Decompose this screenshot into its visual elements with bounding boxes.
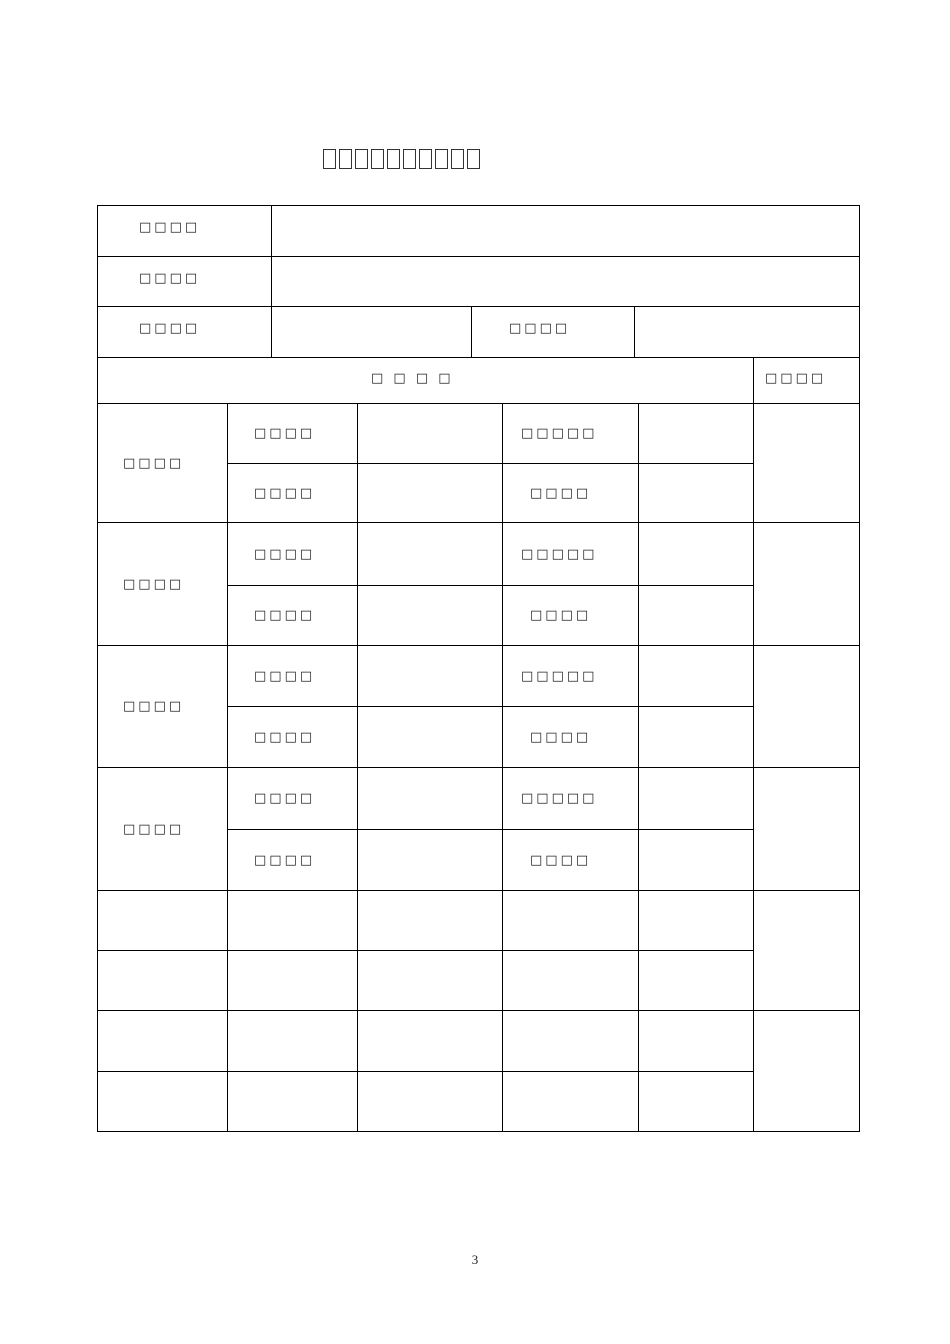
row-label-a: □□□□ <box>254 730 316 745</box>
form-border-right <box>859 205 860 1131</box>
empty-cell[interactable] <box>503 1072 638 1131</box>
row-value-a[interactable] <box>358 523 502 585</box>
empty-cell[interactable] <box>503 891 638 950</box>
title-glyph <box>355 149 368 169</box>
empty-cell[interactable] <box>358 891 502 950</box>
row-value-b[interactable] <box>639 464 753 522</box>
row-value-a[interactable] <box>358 707 502 767</box>
row-label-b: □□□□□ <box>521 426 598 441</box>
row-value-b[interactable] <box>639 404 753 463</box>
empty-cell[interactable] <box>228 1072 357 1131</box>
title-glyph <box>323 149 336 169</box>
empty-cell[interactable] <box>639 951 753 1010</box>
row-label-a: □□□□ <box>254 426 316 441</box>
title-glyph <box>371 149 384 169</box>
empty-cell[interactable] <box>228 891 357 950</box>
row-label-b: □□□□□ <box>521 791 598 806</box>
group-side-field[interactable] <box>754 646 859 767</box>
empty-cell[interactable] <box>98 1011 227 1071</box>
row-value-b[interactable] <box>639 768 753 829</box>
header-row-label: □□□□ <box>139 220 201 235</box>
group-side-field[interactable] <box>754 523 859 645</box>
split-divider <box>471 306 472 357</box>
row-value-a[interactable] <box>358 830 502 890</box>
section-side-label: □□□□ <box>765 371 827 386</box>
empty-side-field[interactable] <box>754 891 859 1009</box>
title-glyph <box>403 149 416 169</box>
empty-cell[interactable] <box>639 1011 753 1071</box>
registration-form <box>97 205 859 1131</box>
section-header-label: □ □ □ □ <box>371 371 454 386</box>
empty-cell[interactable] <box>358 1072 502 1131</box>
group-label: □□□□ <box>123 699 185 714</box>
group-side-field[interactable] <box>754 404 859 522</box>
header-row-field[interactable] <box>273 257 858 306</box>
empty-side-field[interactable] <box>754 1011 859 1130</box>
title-glyph <box>467 149 480 169</box>
split-left-label: □□□□ <box>139 321 201 336</box>
header-row-field[interactable] <box>273 206 858 255</box>
row-label-a: □□□□ <box>254 486 316 501</box>
row-label-a: □□□□ <box>254 547 316 562</box>
empty-cell[interactable] <box>358 1011 502 1071</box>
row-value-b[interactable] <box>639 523 753 585</box>
row-label-b: □□□□ <box>530 730 592 745</box>
row-label-a: □□□□ <box>254 608 316 623</box>
split-left-field[interactable] <box>273 307 470 356</box>
label-column-divider <box>271 205 272 357</box>
row-value-b[interactable] <box>639 586 753 645</box>
title-glyph <box>339 149 352 169</box>
empty-cell[interactable] <box>228 1011 357 1071</box>
row-value-a[interactable] <box>358 586 502 645</box>
empty-cell[interactable] <box>358 951 502 1010</box>
split-divider <box>634 306 635 357</box>
header-row-label: □□□□ <box>139 271 201 286</box>
row-value-a[interactable] <box>358 646 502 706</box>
group-label: □□□□ <box>123 822 185 837</box>
row-label-a: □□□□ <box>254 669 316 684</box>
row-value-a[interactable] <box>358 404 502 463</box>
title-glyph <box>435 149 448 169</box>
row-label-b: □□□□ <box>530 608 592 623</box>
empty-cell[interactable] <box>98 891 227 950</box>
page-number: 3 <box>471 1252 479 1267</box>
title-glyph <box>387 149 400 169</box>
row-divider <box>97 357 859 358</box>
row-value-a[interactable] <box>358 768 502 829</box>
empty-cell[interactable] <box>503 1011 638 1071</box>
title-glyph <box>451 149 464 169</box>
empty-cell[interactable] <box>639 1072 753 1131</box>
document-title <box>0 146 802 170</box>
group-label: □□□□ <box>123 456 185 471</box>
row-value-b[interactable] <box>639 646 753 706</box>
row-label-b: □□□□□ <box>521 547 598 562</box>
form-border-bottom <box>97 1131 860 1132</box>
row-label-a: □□□□ <box>254 791 316 806</box>
empty-cell[interactable] <box>503 951 638 1010</box>
empty-cell[interactable] <box>639 891 753 950</box>
split-right-label: □□□□ <box>509 321 571 336</box>
row-label-b: □□□□ <box>530 486 592 501</box>
split-right-field[interactable] <box>636 307 858 356</box>
empty-cell[interactable] <box>228 951 357 1010</box>
group-side-field[interactable] <box>754 768 859 890</box>
title-glyph <box>419 149 432 169</box>
row-value-a[interactable] <box>358 464 502 522</box>
empty-cell[interactable] <box>98 1072 227 1131</box>
row-value-b[interactable] <box>639 707 753 767</box>
row-label-b: □□□□ <box>530 853 592 868</box>
row-label-a: □□□□ <box>254 853 316 868</box>
row-value-b[interactable] <box>639 830 753 890</box>
group-label: □□□□ <box>123 577 185 592</box>
empty-cell[interactable] <box>98 951 227 1010</box>
row-label-b: □□□□□ <box>521 669 598 684</box>
